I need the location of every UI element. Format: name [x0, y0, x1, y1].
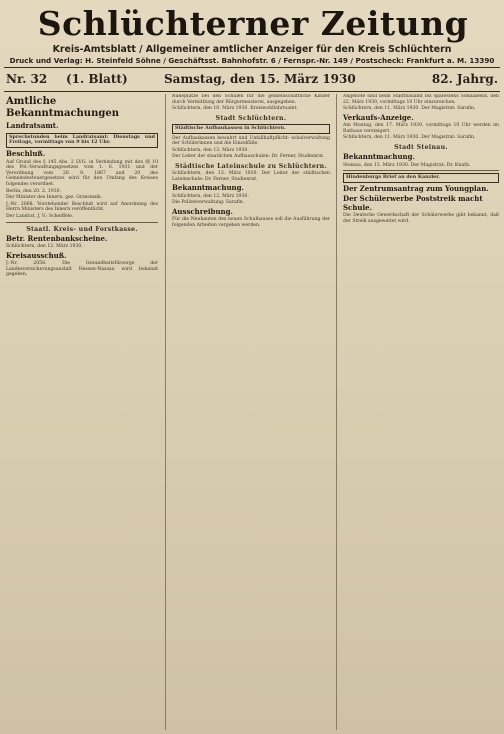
masthead-subtitle: Kreis-Amtsblatt / Allgemeiner amtlicher Anzeiger für den Kreis Schlüchtern — [52, 44, 452, 55]
article-paragraph: J.-Nr. 2068. Vorstehender Beschluß wird auf Anordnung des Herrn Ministers des Innern veröffentlicht. — [6, 201, 158, 213]
article-headline: Ausschreibung. — [172, 206, 233, 216]
article-headline: Beschluß. — [6, 149, 46, 159]
boxed-notice: Sprechstunden beim Landratsamt: Dienstags und Freitags, vormittags von 9 bis 12 Uhr. — [6, 133, 158, 149]
column-middle — [172, 94, 330, 730]
article-paragraph: Am Montag, den 17. März 1930, vormittags 10 Uhr werden im Rathaus versteigert. — [343, 123, 499, 134]
article-paragraph: Der Leiter der staatlichen Aufbauschulen: Dr. Ferner, Studienrat. — [172, 154, 325, 160]
article-headline: Bekanntmachung. — [172, 183, 244, 193]
column-divider — [165, 94, 166, 730]
article-paragraph: Der Landrat. J. V.: Scheiffele. — [6, 213, 74, 219]
article-paragraph: Der Aufbaukassen bewahrt und Unfallhaftpflicht- schulverwaltung der Schülerinnen und die Einzelfälle. — [172, 135, 330, 147]
issue-date: Samstag, den 15. März 1930 — [164, 72, 356, 86]
section-title: Staatl. Kreis- und Forstkasse. — [26, 225, 138, 233]
boxed-notice: Städtische Aufbaukassen in Schlüchtern. — [172, 124, 330, 134]
column-divider — [336, 94, 337, 730]
article-paragraph: Für die Neubauten des neuen Schulhauses soll die Ausführung der folgenden Arbeiten vergeben werden. — [172, 217, 330, 228]
issue-year: 82. Jahrg. — [431, 72, 498, 86]
article-paragraph: Die Deutsche Gewerkschaft der Schülerwerbe gibt bekannt, daß der Streik ausgeweitet wird. — [343, 213, 499, 225]
article-paragraph: Schlüchtern, den 12. März 1930. — [172, 193, 249, 199]
rule-bottom — [4, 91, 500, 92]
article-paragraph: Steinau, den 13. März 1930. Der Magistrat: Dr. Knuth. — [343, 162, 471, 168]
section-title: Stadt Schlüchtern. — [215, 114, 287, 122]
article-paragraph: Angebote sind beim Stadtbauamt bis spätestens Sonnabend, den 22. März 1930, vormittags 10 Uhr einzureichen. — [343, 94, 499, 105]
article-paragraph: Auf Grund des § 145 Abs. 2 LVG. in Verbindung mit den §§ 10 des Pol.-Verwaltungsgesetzes vom 1. 6. 1931 und der Verordnung vom 20. 9. 1867 und 20 des Gemeindesteuergesetzes wird für den Umfang des Kreises folgendes verordnet. — [6, 159, 158, 187]
issue-sheet: (1. Blatt) — [66, 72, 128, 86]
article-paragraph: Schlüchtern, den 13. März 1930. Der Leiter der städtischen Lateinschule: Dr. Ferner, Studienrat. — [172, 170, 330, 182]
masthead-imprint: Druck und Verlag: H. Steinfeld Söhne / Geschäftsst. Bahnhofstr. 6 / Fernspr.-Nr. 149 / Postscheck: Frankfurt a. M. 13390 — [9, 56, 495, 65]
article-paragraph: Ruheplätze bei den Schulen für die gemeinschaftliche Kinder durch Vermittlung der Bürgermeisterei, ausgegeben. — [172, 94, 330, 105]
article-paragraph: Schlüchtern, den 11. März 1930. Der Magistrat: Sarafin. — [343, 135, 476, 141]
article-headline: Amtliche Bekanntmachungen — [6, 96, 119, 119]
article-paragraph: Der Minister des Innern. gez. Grzesinski. — [6, 195, 103, 201]
article-paragraph: Schlüchtern, den 12. März 1930. — [6, 244, 83, 250]
article-headline: Bekanntmachung. — [343, 152, 415, 162]
article-headline: Kreisausschuß. — [6, 250, 67, 260]
article-paragraph: Schlüchtern, den 11. März 1930. Der Magistrat: Sarafin. — [343, 106, 476, 112]
column-left — [6, 94, 158, 730]
article-paragraph: Die Polizeiverwaltung: Sarafin. — [172, 200, 245, 206]
section-divider — [343, 170, 499, 171]
article-headline: Landratsamt. — [6, 121, 59, 130]
section-title: Städtische Lateinschule zu Schlüchtern. — [175, 162, 327, 170]
section-divider — [6, 222, 158, 223]
column-right — [343, 94, 499, 730]
masthead-title: Schlüchterner Zeitung — [37, 4, 469, 43]
article-headline: Betr. Rentenbankscheine. — [6, 233, 108, 243]
article-headline: Der Zentrumsantrag zum Youngplan. — [343, 183, 489, 193]
issue-number: Nr. 32 — [6, 72, 48, 86]
section-title: Stadt Steinau. — [394, 144, 448, 152]
rule-top — [4, 67, 500, 68]
article-headline: Der Schülerwerbe Poststreik macht Schule. — [343, 194, 483, 212]
article-headline: Verkaufs-Anzeige. — [343, 112, 414, 122]
issue-bar — [4, 70, 500, 90]
article-paragraph: Berlin, den 20. 2. 1930. — [6, 188, 61, 194]
article-paragraph: Schlüchtern, den 13. März 1930. — [172, 147, 249, 153]
article-paragraph: Schlüchtern, den 10. März 1930. Kreiswohlfahrtsamt. — [172, 106, 298, 112]
article-paragraph: J.-Nr. 2058. Die Gesundheitsfürsorge der Landesversicherungsanstalt Hessen-Nassau wird bekannt gegeben. — [6, 261, 158, 278]
boxed-notice: Hindenburgs Brief an den Kanzler. — [343, 173, 499, 183]
